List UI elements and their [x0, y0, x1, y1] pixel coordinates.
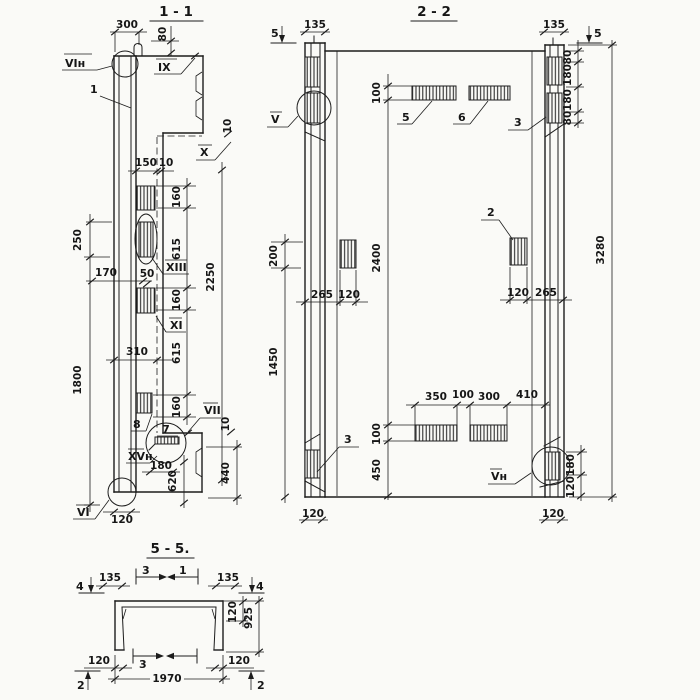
anchor-plate-hatch	[305, 450, 320, 478]
part-label-1: 1	[90, 83, 98, 96]
node-mark-VIn: VIн	[65, 57, 86, 70]
part-label-3-top: 3	[514, 116, 522, 129]
cut-mark-1-top: 1	[179, 564, 187, 577]
dim-200: 200	[268, 245, 280, 267]
dim-120b: 120	[507, 287, 529, 299]
dim-180c: 180	[565, 454, 577, 476]
cut-mark-2-right: 2	[257, 679, 265, 692]
node-mark-V: V	[271, 113, 280, 126]
dim-925: 925	[243, 607, 255, 629]
strip-plate	[415, 425, 457, 441]
node-mark-XIII: XIII	[166, 261, 187, 274]
dim-135-right: 135	[543, 19, 565, 31]
section-1-1-title: 1 - 1	[159, 4, 193, 20]
s55-dimensions	[84, 572, 264, 685]
dim-160c: 160	[171, 396, 183, 418]
dim-250: 250	[72, 229, 84, 251]
block-plate	[340, 240, 356, 268]
anchor-plate-hatch	[136, 393, 152, 413]
edge-groove	[196, 448, 202, 477]
dim-350: 350	[425, 391, 447, 403]
anchor-plate-hatch	[137, 288, 155, 313]
part-label-3-bottom: 3	[344, 433, 352, 446]
edge-groove	[196, 97, 202, 120]
weld-plate-hatch	[155, 437, 179, 444]
dim-50: 50	[139, 268, 155, 280]
dim-1970: 1970	[152, 673, 182, 685]
dim-80: 80	[157, 26, 169, 42]
part-label-7: 7	[162, 423, 170, 436]
block-plate-2	[510, 238, 527, 265]
cut-mark-3-bottom: 3	[139, 658, 147, 671]
cut-mark-3-top: 3	[142, 564, 150, 577]
edge-groove	[196, 72, 202, 95]
lifting-loop	[134, 44, 142, 57]
dim-120-bottom-left: 120	[302, 508, 324, 520]
strip-plate-6	[469, 86, 510, 100]
part-label-8: 8	[133, 418, 141, 431]
dim-2400: 2400	[371, 243, 383, 273]
dim-120-bottom-left: 120	[88, 655, 110, 667]
dim-100: 100	[452, 389, 474, 401]
dim-180: 180	[150, 460, 172, 472]
strip-plate	[470, 425, 507, 441]
cut-mark-4-left: 4	[76, 580, 84, 593]
dim-615a: 615	[171, 238, 183, 260]
node-mark-VII: VII	[204, 404, 221, 417]
dim-170: 170	[95, 267, 117, 279]
dim-310: 310	[126, 346, 148, 358]
part-label-6: 6	[458, 111, 466, 124]
node-mark-VI: VI	[77, 506, 90, 519]
dim-180b: 180	[562, 89, 574, 111]
section-5-5-title: 5 - 5.	[150, 541, 190, 557]
dim-120a: 120	[338, 289, 360, 301]
section-2-2	[267, 4, 617, 523]
dim-120-bottom-right: 120	[542, 508, 564, 520]
node-mark-IX: IX	[158, 61, 171, 74]
dim-300: 300	[116, 19, 138, 31]
cut-mark-5-right: 5	[594, 27, 602, 40]
dim-100-bottom: 100	[371, 423, 383, 445]
s55-channel-outline	[115, 601, 223, 650]
dim-615b: 615	[171, 342, 183, 364]
dim-300: 300	[478, 391, 500, 403]
dim-10: 10	[158, 157, 174, 169]
node-mark-XI: XI	[170, 319, 183, 332]
section-5-5	[75, 541, 265, 692]
node-mark-XVn: XVн	[128, 450, 153, 463]
anchor-plate-hatch	[547, 93, 562, 123]
detail-circle-top	[112, 51, 138, 77]
dim-440: 440	[220, 462, 232, 484]
node-mark-X: X	[200, 146, 209, 159]
dim-135-right: 135	[217, 572, 239, 584]
section-2-2-title: 2 - 2	[417, 4, 451, 20]
s11-part-labels	[90, 83, 178, 436]
cut-mark-4-right: 4	[256, 580, 264, 593]
strip-plate-5	[412, 86, 456, 100]
section-1-1	[62, 4, 242, 526]
dim-100-top: 100	[371, 82, 383, 104]
dim-10-bottom: 10	[220, 416, 232, 432]
anchor-plate-hatch	[139, 222, 153, 257]
anchor-plate-hatch	[547, 57, 562, 85]
dim-10-top: 10	[222, 118, 234, 134]
dim-150: 150	[135, 157, 157, 169]
dim-80a: 80	[562, 49, 574, 65]
cut-mark-5-left: 5	[271, 27, 279, 40]
anchor-plate-hatch	[137, 186, 155, 210]
cut-mark-2-left: 2	[77, 679, 85, 692]
dim-135-left: 135	[304, 19, 326, 31]
dim-160a: 160	[171, 186, 183, 208]
dim-3280: 3280	[595, 235, 607, 265]
part-label-5: 5	[402, 111, 410, 124]
dim-265a: 265	[311, 289, 333, 301]
anchor-plate-hatch	[305, 57, 320, 87]
dim-135-left: 135	[99, 572, 121, 584]
node-mark-Vn: Vн	[491, 470, 508, 483]
anchor-plate-hatch	[545, 452, 560, 480]
dim-180a: 180	[562, 64, 574, 86]
anchor-plate-hatch	[305, 93, 320, 123]
dim-410: 410	[516, 389, 538, 401]
dim-620: 620	[167, 470, 179, 492]
dim-160b: 160	[171, 289, 183, 311]
dim-120-bottom-right: 120	[228, 655, 250, 667]
dim-1800: 1800	[72, 365, 84, 395]
part-label-2: 2	[487, 206, 495, 219]
dim-1450: 1450	[268, 347, 280, 377]
dim-80b: 80	[562, 110, 574, 126]
dim-120: 120	[111, 514, 133, 526]
dim-2250: 2250	[205, 262, 217, 292]
s22-anchor-plates	[305, 57, 562, 480]
dim-120c: 120	[565, 476, 577, 498]
dim-450: 450	[371, 459, 383, 481]
dim-265b: 265	[535, 287, 557, 299]
dim-120-right: 120	[227, 601, 239, 623]
